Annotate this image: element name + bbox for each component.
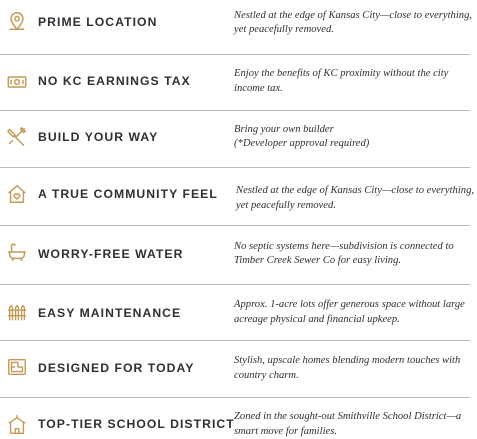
feature-description-line-2: (*Developer approval required): [234, 138, 370, 149]
feature-title: DESIGNED FOR TODAY: [38, 361, 195, 375]
location-pin-icon: [6, 10, 28, 32]
feature-description-line-1: Approx. 1-acre lots offer generous space without large: [234, 299, 465, 310]
feature-description-line-2: Timber Creek Sewer Co for easy living.: [234, 255, 402, 266]
feature-description-line-2: yet peacefully removed.: [234, 24, 334, 35]
feature-item-designed-for-today: [0, 341, 477, 398]
feature-title: A TRUE COMMUNITY FEEL: [38, 187, 218, 201]
feature-title: BUILD YOUR WAY: [38, 130, 159, 144]
feature-title: PRIME LOCATION: [38, 15, 158, 29]
feature-item-community-feel: [0, 168, 477, 226]
feature-description-line-2: yet peacefully removed.: [236, 200, 336, 211]
feature-description-line-1: Stylish, upscale homes blending modern touches with: [234, 355, 461, 366]
house-heart-icon: [6, 183, 28, 205]
feature-description-line-1: No septic systems here—subdivision is connected to: [234, 241, 454, 252]
school-icon: [6, 414, 28, 436]
feature-item-build-your-way: [0, 111, 477, 168]
feature-description-line-2: country charm.: [234, 370, 299, 381]
feature-title: EASY MAINTENANCE: [38, 306, 182, 320]
blueprint-icon: [6, 356, 28, 378]
feature-description-line-2: smart move for families.: [234, 426, 337, 437]
feature-item-worry-free-water: [0, 226, 477, 285]
feature-title: WORRY-FREE WATER: [38, 247, 184, 261]
feature-description-line-2: income tax.: [234, 83, 283, 94]
feature-item-no-kc-earnings-tax: [0, 55, 477, 111]
feature-title: NO KC EARNINGS TAX: [38, 74, 191, 88]
feature-title: TOP-TIER SCHOOL DISTRICT: [38, 417, 235, 431]
money-icon: [6, 71, 28, 93]
feature-item-prime-location: [0, 0, 477, 55]
feature-item-easy-maintenance: [0, 285, 477, 341]
feature-description-line-1: Nestled at the edge of Kansas City—close to everything,: [234, 10, 473, 21]
feature-description-line-1: Enjoy the benefits of KC proximity without the city: [234, 68, 449, 79]
fence-icon: [6, 301, 28, 323]
feature-description-line-1: Bring your own builder: [234, 124, 334, 135]
tools-icon: [6, 125, 28, 147]
feature-description-line-2: acreage physical and financial upkeep.: [234, 314, 400, 325]
bathtub-icon: [6, 241, 28, 263]
feature-item-top-tier-school-district: [0, 398, 477, 437]
feature-description-line-1: Nestled at the edge of Kansas City—close to everything,: [236, 185, 475, 196]
feature-description-line-1: Zoned in the sought-out Smithville School District—a: [234, 411, 462, 422]
